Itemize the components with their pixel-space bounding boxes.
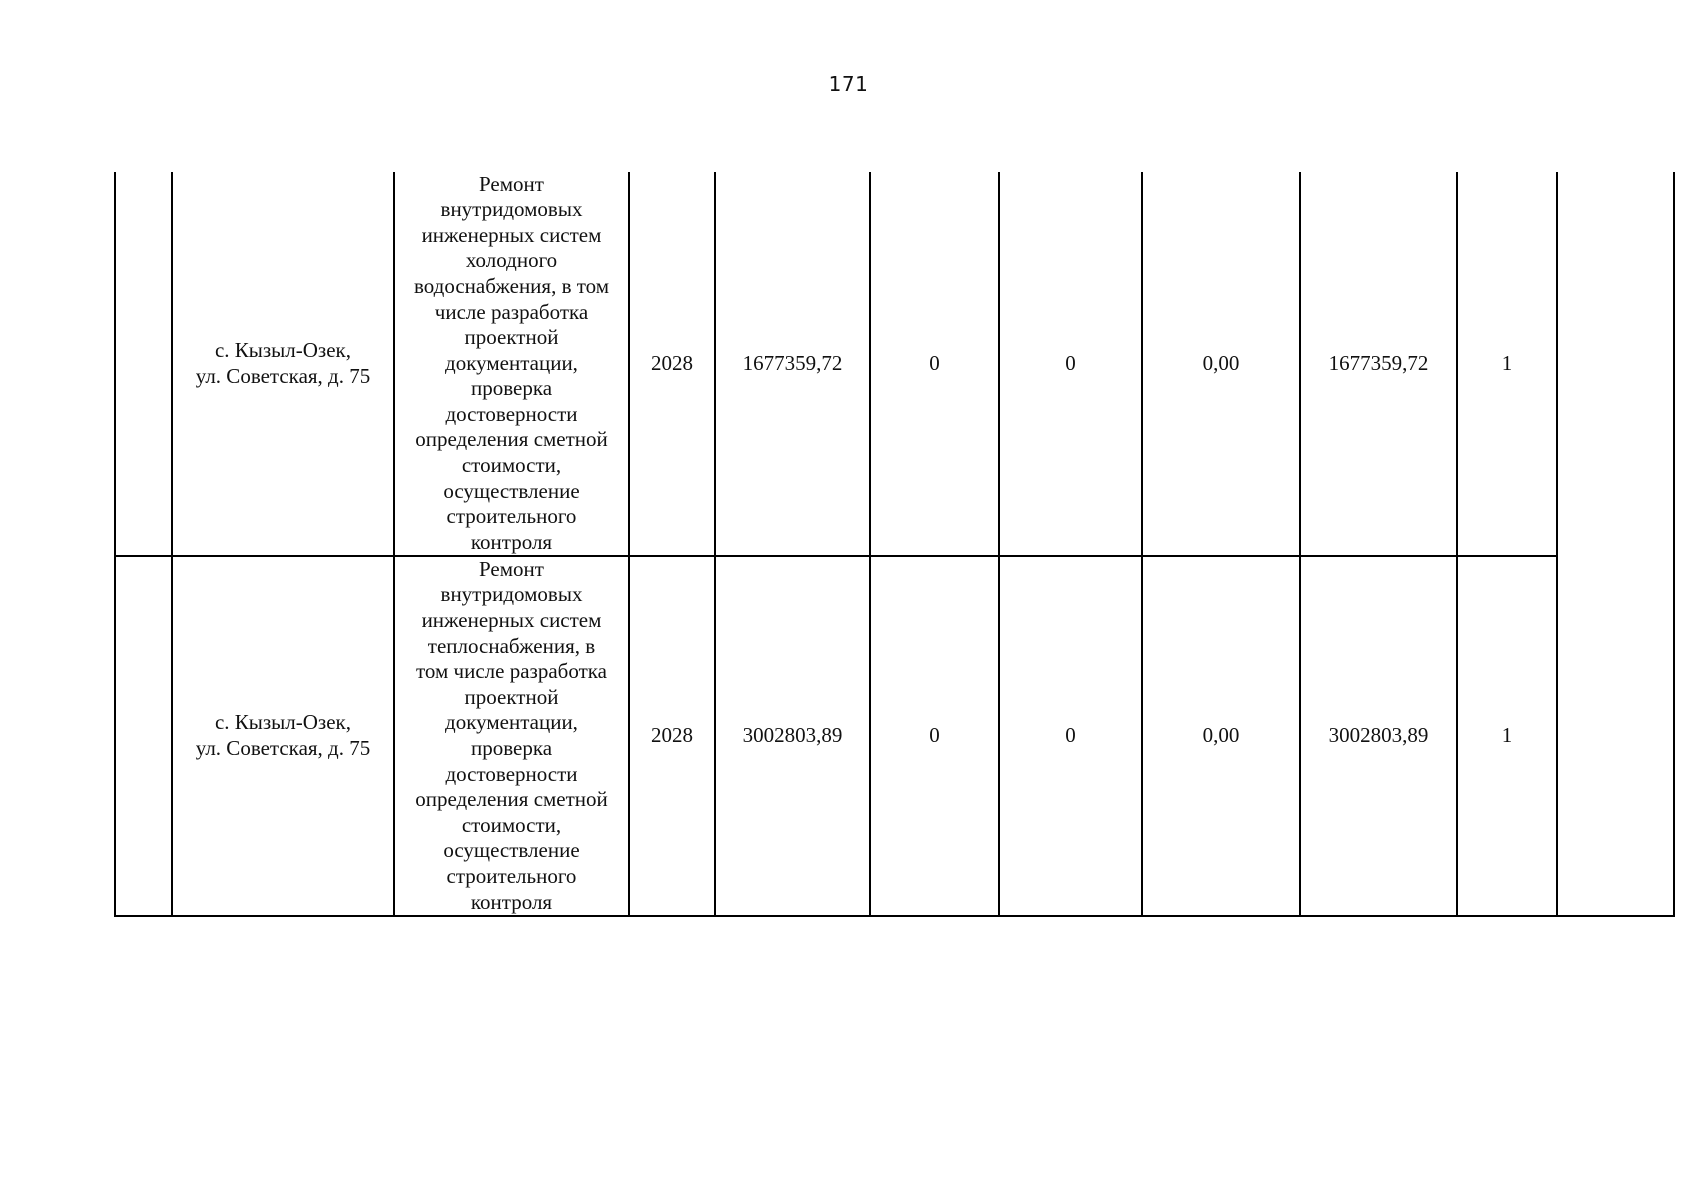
address-cell: с. Кызыл-Озек, ул. Советская, д. 75: [195, 710, 371, 760]
value-cell: 0: [929, 723, 940, 748]
year-cell: 2028: [651, 350, 693, 375]
total-cost-cell: 3002803,89: [742, 723, 843, 748]
value-cell: 1: [1501, 723, 1513, 748]
value-cell: 0,00: [1202, 350, 1240, 375]
value-cell: 1: [1501, 350, 1513, 375]
table-border-left: [114, 172, 116, 917]
year-cell: 2028: [651, 723, 693, 748]
value-cell: 0: [1065, 350, 1076, 375]
table-border-right: [1673, 172, 1675, 917]
value-cell: 0: [1065, 723, 1076, 748]
value-cell: 3002803,89: [1328, 723, 1429, 748]
address-cell: с. Кызыл-Озек, ул. Советская, д. 75: [195, 337, 371, 388]
work-description-cell: Ремонт внутридомовых инженерных систем холодного водоснабжения, в том числе разработка проектной документации, проверка достоверности определения сметной стоимости, осуществление строительного контроля: [413, 171, 610, 554]
total-cost-cell: 1677359,72: [742, 350, 843, 375]
value-cell: 1677359,72: [1328, 350, 1429, 375]
column-divider: [1556, 172, 1558, 917]
work-description-cell: Ремонт внутридомовых инженерных систем теплоснабжения, в том числе разработка проектной документации, проверка достоверности определения сметной стоимости, осуществление строительного контроля: [415, 556, 608, 914]
page-number: 171: [828, 72, 869, 96]
value-cell: 0,00: [1202, 723, 1240, 748]
table-border-bottom: [114, 915, 1675, 917]
value-cell: 0: [929, 350, 940, 375]
